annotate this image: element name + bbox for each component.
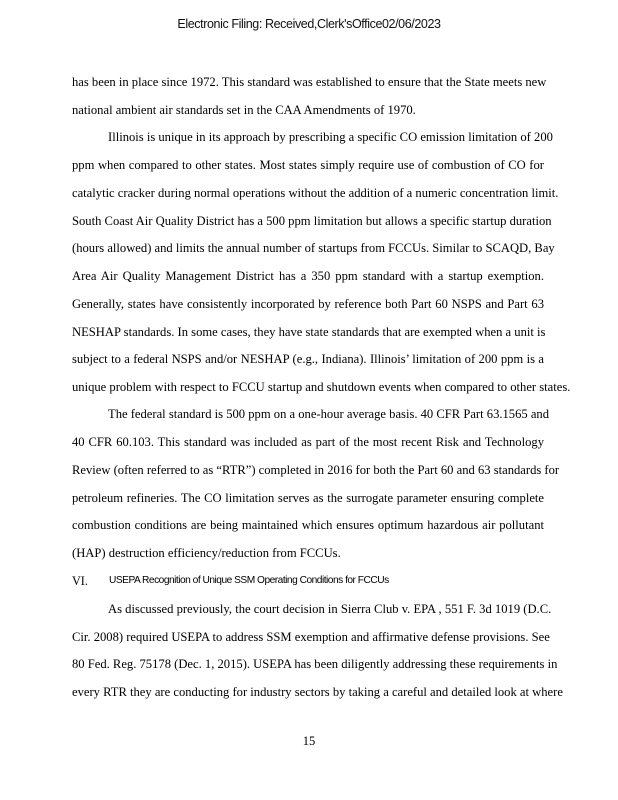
body-line: (hours allowed) and limits the annual number of startups from FCCUs. Similar to SCAQD, Bay (72, 241, 555, 255)
section-heading: USEPA Recognition of Unique SSM Operating Conditions for FCCUs (109, 575, 389, 586)
body-line: 40 CFR 60.103. This standard was included as part of the most recent Risk and Technology (72, 435, 544, 449)
body-line: NESHAP standards. In some cases, they have state standards that are exempted when a unit is (72, 325, 546, 339)
body-line: national ambient air standards set in the CAA Amendments of 1970. (72, 103, 416, 117)
paragraph-first-line: As discussed previously, the court decision in Sierra Club v. EPA , 551 F. 3d 1019 (D.C. (108, 602, 552, 616)
body-line: Cir. 2008) required USEPA to address SSM exemption and affirmative defense provisions. See (72, 630, 550, 644)
body-line: 80 Fed. Reg. 75178 (Dec. 1, 2015). USEPA has been diligently addressing these requirements in (72, 657, 558, 671)
page-number: 15 (302, 734, 316, 748)
body-line: Review (often referred to as “RTR”) completed in 2016 for both the Part 60 and 63 standards for (72, 463, 560, 477)
body-line: combustion conditions are being maintained which ensures optimum hazardous air pollutant (72, 518, 544, 532)
electronic-filing-stamp: Electronic Filing: Received,Clerk'sOffice02/06/2023 (177, 17, 441, 31)
body-line: catalytic cracker during normal operations without the addition of a numeric concentration limit. (72, 186, 559, 200)
body-line: has been in place since 1972. This standard was established to ensure that the State meets new (72, 75, 547, 89)
paragraph-first-line: The federal standard is 500 ppm on a one-hour average basis. 40 CFR Part 63.1565 and (108, 407, 550, 421)
body-line: Area Air Quality Management District has a 350 ppm standard with a startup exemption. (72, 269, 544, 283)
body-line: unique problem with respect to FCCU startup and shutdown events when compared to other states. (72, 380, 571, 394)
body-line: ppm when compared to other states. Most states simply require use of combustion of CO for (72, 158, 544, 172)
body-line: every RTR they are conducting for industry sectors by taking a careful and detailed look at where (72, 685, 563, 699)
paragraph-first-line: Illinois is unique in its approach by prescribing a specific CO emission limitation of 200 (108, 130, 553, 144)
body-line: subject to a federal NSPS and/or NESHAP (e.g., Indiana). Illinois’ limitation of 200 ppm is a (72, 352, 544, 366)
section-number: VI. (72, 574, 88, 588)
body-line: Generally, states have consistently incorporated by reference both Part 60 NSPS and Part 63 (72, 297, 544, 311)
body-line: South Coast Air Quality District has a 500 ppm limitation but allows a specific startup duration (72, 214, 552, 228)
body-line: petroleum refineries. The CO limitation serves as the surrogate parameter ensuring complete (72, 491, 544, 505)
body-line: (HAP) destruction efficiency/reduction from FCCUs. (72, 546, 341, 560)
